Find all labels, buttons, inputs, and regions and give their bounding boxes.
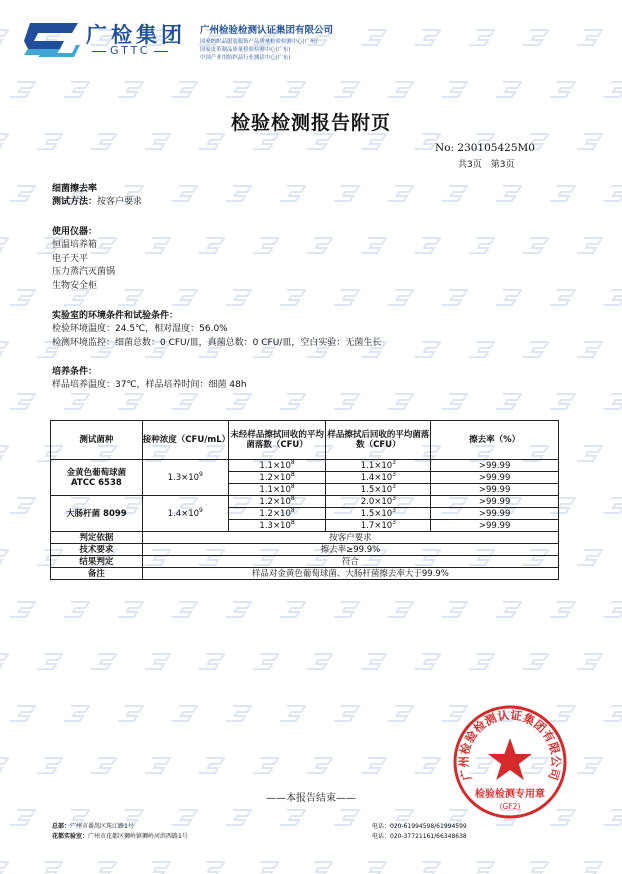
watermark-mark (0, 862, 8, 874)
watermark-mark (145, 654, 170, 669)
header-rate: 擦去率（%） (431, 421, 559, 460)
inoculum-concentration: $1.4\times 10^9$ (142, 496, 228, 532)
watermark-mark (523, 238, 548, 253)
method-label: 测试方法： (52, 197, 98, 208)
report-number: No: 230105425M0 (435, 142, 535, 154)
watermark-mark (388, 706, 413, 721)
watermark-mark (91, 134, 116, 149)
environment-line-2: 检测环境监控：细菌总数：0 CFU/皿，真菌总数：0 CFU/皿，空白实验：无菌生长 (52, 337, 382, 348)
watermark-mark (0, 446, 8, 461)
watermark-mark (523, 654, 548, 669)
instrument-item: 电子天平 (52, 253, 89, 264)
watermark-mark (361, 654, 386, 669)
remarks-value: 样品对金黄色葡萄球菌、大肠杆菌擦去率大于99.9% (142, 568, 558, 580)
watermark-mark (388, 186, 413, 201)
hq-address: 广州市番禺区珠江路1号 (70, 823, 134, 830)
instrument-item: 恒温培养箱 (52, 240, 98, 251)
technical-requirement-value: 擦去率≥99.9% (142, 544, 558, 556)
svg-text:检验检测专用章: 检验检测专用章 (475, 789, 545, 800)
watermark-mark (550, 602, 575, 617)
watermark-mark (334, 290, 359, 305)
watermark-mark (469, 238, 494, 253)
watermark-mark (604, 290, 622, 305)
strain-name: 金黄色葡萄球菌 ATCC 6538 (51, 460, 143, 496)
watermark-mark (523, 862, 548, 874)
culture-heading: 培养条件： (52, 367, 98, 377)
watermark-mark (334, 82, 359, 97)
watermark-mark (307, 134, 332, 149)
watermark-mark (253, 862, 278, 874)
watermark-mark (280, 706, 305, 721)
watermark-mark (118, 82, 143, 97)
table-row (51, 544, 559, 556)
after-count: $2.0\times 10^3$ (326, 496, 431, 508)
remarks-label: 备注 (51, 568, 143, 580)
watermark-mark (280, 394, 305, 409)
watermark-mark (496, 82, 521, 97)
watermark-mark (577, 342, 602, 357)
watermark-mark (577, 446, 602, 461)
watermark-mark (307, 758, 332, 773)
phone-1: 电话：020-61994598/61994599 (372, 823, 467, 830)
after-count: $1.1\times 10^3$ (326, 460, 431, 472)
watermark-mark (199, 654, 224, 669)
after-count: $1.5\times 10^3$ (326, 484, 431, 496)
end-of-report: ——本报告结束—— (266, 793, 356, 804)
watermark-mark (415, 238, 440, 253)
watermark-mark (307, 862, 332, 874)
watermark-mark (604, 706, 622, 721)
watermark-mark (10, 186, 35, 201)
watermark-mark (523, 30, 548, 45)
removal-rate: >99.99 (431, 472, 559, 484)
watermark-mark (118, 602, 143, 617)
watermark-mark (577, 238, 602, 253)
after-count: $1.4\times 10^3$ (326, 472, 431, 484)
watermark-mark (496, 394, 521, 409)
org-sub-2: 国家皮革制品质量检验检测中心(广东) (200, 47, 291, 53)
watermark-mark (334, 706, 359, 721)
watermark-mark (415, 758, 440, 773)
watermark-mark (280, 602, 305, 617)
watermark-mark (415, 654, 440, 669)
watermark-mark (388, 394, 413, 409)
before-count: $1.3\times 10^8$ (228, 520, 326, 532)
watermark-mark (37, 862, 62, 874)
watermark-mark (496, 602, 521, 617)
watermark-mark (10, 706, 35, 721)
culture-section (52, 366, 247, 393)
watermark-mark (0, 30, 8, 45)
watermark-mark (253, 134, 278, 149)
watermark-mark (577, 862, 602, 874)
watermark-mark (577, 30, 602, 45)
instruments-section (52, 226, 115, 293)
watermark-mark (64, 82, 89, 97)
watermark-mark (496, 186, 521, 201)
watermark-mark (577, 654, 602, 669)
org-block (200, 22, 333, 62)
header-strain: 测试菌种 (51, 421, 143, 460)
watermark-mark (442, 394, 467, 409)
watermark-mark (37, 758, 62, 773)
brand-name-cn: 广检集团 (86, 23, 186, 47)
test-item-heading: 细菌擦去率 (52, 184, 98, 194)
watermark-mark (469, 654, 494, 669)
footer-addresses (52, 822, 188, 842)
watermark-mark (604, 498, 622, 513)
watermark-mark (415, 342, 440, 357)
watermark-mark (577, 134, 602, 149)
watermark-mark (577, 758, 602, 773)
watermark-mark (469, 342, 494, 357)
watermark-mark (91, 758, 116, 773)
environment-section (52, 310, 381, 350)
org-sub-3: 中国产业用纺织品行业测试中心(广东) (200, 55, 291, 61)
removal-rate: >99.99 (431, 484, 559, 496)
watermark-mark (388, 82, 413, 97)
test-item-section (52, 183, 142, 210)
before-count: $1.1\times 10^8$ (228, 460, 326, 472)
watermark-mark (253, 654, 278, 669)
environment-heading: 实验室的环境条件和试验条件： (52, 311, 179, 321)
watermark-mark (442, 186, 467, 201)
watermark-mark (334, 186, 359, 201)
before-count: $1.2\times 10^8$ (228, 472, 326, 484)
watermark-mark (523, 342, 548, 357)
watermark-mark (550, 290, 575, 305)
watermark-mark (496, 290, 521, 305)
watermark-mark (118, 706, 143, 721)
watermark-mark (145, 238, 170, 253)
watermark-mark (604, 394, 622, 409)
watermark-mark (172, 602, 197, 617)
watermark-mark (469, 862, 494, 874)
watermark-mark (604, 602, 622, 617)
environment-line-1: 检验环境温度：24.5℃，相对湿度：56.0% (52, 324, 228, 335)
watermark-mark (0, 758, 8, 773)
watermark-mark (37, 134, 62, 149)
watermark-mark (442, 602, 467, 617)
table-header-row (51, 421, 559, 460)
before-count: $1.1\times 10^8$ (228, 484, 326, 496)
header-after: 样品擦拭后回收的平均菌落数（CFU） (326, 421, 431, 460)
header-concentration: 接种浓度（CFU/mL） (142, 421, 228, 460)
watermark-mark (172, 394, 197, 409)
watermark-mark (91, 654, 116, 669)
watermark-mark (226, 290, 251, 305)
table-row (51, 496, 559, 508)
watermark-mark (172, 706, 197, 721)
watermark-mark (550, 394, 575, 409)
watermark-mark (172, 186, 197, 201)
table-row (51, 568, 559, 580)
table-row (51, 460, 559, 472)
watermark-mark (199, 862, 224, 874)
judgment-basis-label: 判定依据 (51, 532, 143, 544)
watermark-mark (280, 810, 305, 825)
instruments-heading: 使用仪器： (52, 227, 98, 237)
page-count: 共3页 第3页 (458, 160, 515, 170)
watermark-mark (0, 342, 8, 357)
method-value: 按客户要求 (97, 197, 143, 208)
watermark-mark (415, 862, 440, 874)
watermark-mark (442, 82, 467, 97)
gttc-logo-icon (24, 19, 80, 59)
watermark-mark (91, 862, 116, 874)
watermark-mark (64, 706, 89, 721)
judgment-basis-value: 按客户要求 (142, 532, 558, 544)
brand-name-en: GTTC (88, 44, 172, 57)
watermark-mark (253, 758, 278, 773)
watermark-mark (388, 290, 413, 305)
watermark-mark (172, 82, 197, 97)
watermark-mark (10, 82, 35, 97)
watermark-mark (334, 394, 359, 409)
watermark-mark (0, 550, 8, 565)
watermark-mark (604, 82, 622, 97)
watermark-mark (577, 550, 602, 565)
org-name: 广州检验检测认证集团有限公司 (200, 25, 334, 36)
removal-rate: >99.99 (431, 460, 559, 472)
watermark-mark (361, 862, 386, 874)
watermark-mark (334, 810, 359, 825)
watermark-mark (199, 134, 224, 149)
watermark-mark (10, 290, 35, 305)
watermark-mark (307, 654, 332, 669)
watermark-mark (226, 186, 251, 201)
svg-text:广州检验检测认证集团有限公司: 广州检验检测认证集团有限公司 (456, 707, 564, 783)
header-before: 未经样品擦拭回收的平均菌落数（CFU） (228, 421, 326, 460)
watermark-mark (10, 602, 35, 617)
watermark-mark (388, 602, 413, 617)
after-count: $1.5\times 10^3$ (326, 508, 431, 520)
lab-label: 花都实验室： (52, 833, 89, 840)
hq-label: 总部： (52, 823, 71, 830)
watermark-mark (253, 238, 278, 253)
instrument-item: 生物安全柜 (52, 280, 98, 291)
watermark-mark (226, 810, 251, 825)
watermark-mark (226, 602, 251, 617)
watermark-mark (64, 394, 89, 409)
phone-2: 电话：020-37721161/66348638 (372, 833, 467, 840)
svg-text:(GF2): (GF2) (499, 802, 521, 811)
removal-rate: >99.99 (431, 496, 559, 508)
culture-line: 样品培养温度：37℃，样品培养时间：细菌 48h (52, 380, 247, 391)
watermark-mark (604, 810, 622, 825)
watermark-mark (226, 706, 251, 721)
lab-address: 广州市花都区狮岭镇狮岭河滨西路1号 (88, 833, 188, 840)
watermark-mark (361, 238, 386, 253)
watermark-mark (334, 602, 359, 617)
watermark-mark (118, 394, 143, 409)
page-title: 检验检测报告附页 (230, 112, 391, 134)
instrument-item: 压力蒸汽灭菌锅 (52, 267, 116, 278)
watermark-mark (118, 290, 143, 305)
watermark-mark (280, 82, 305, 97)
watermark-mark (0, 238, 8, 253)
watermark-mark (0, 134, 8, 149)
org-sub-1: 国家纺织品服装服饰产品质量检验检测中心(广州) (200, 39, 318, 45)
watermark-mark (199, 758, 224, 773)
removal-rate: >99.99 (431, 508, 559, 520)
watermark-mark (280, 290, 305, 305)
table-row (51, 532, 559, 544)
result-judgment-label: 结果判定 (51, 556, 143, 568)
after-count: $1.7\times 10^3$ (326, 520, 431, 532)
before-count: $1.2\times 10^8$ (228, 496, 326, 508)
inoculum-concentration: $1.3\times 10^9$ (142, 460, 228, 496)
watermark-mark (37, 654, 62, 669)
watermark-mark (550, 186, 575, 201)
watermark-mark (469, 30, 494, 45)
watermark-mark (10, 394, 35, 409)
watermark-mark (145, 758, 170, 773)
technical-requirement-label: 技术要求 (51, 544, 143, 556)
removal-rate: >99.99 (431, 520, 559, 532)
watermark-mark (172, 290, 197, 305)
watermark-mark (199, 238, 224, 253)
strain-name: 大肠杆菌 8099 (51, 496, 143, 532)
watermark-mark (64, 602, 89, 617)
watermark-mark (280, 186, 305, 201)
result-judgment-value: 符合 (142, 556, 558, 568)
footer-phones (372, 822, 467, 842)
watermark-mark (145, 134, 170, 149)
watermark-mark (604, 186, 622, 201)
watermark-mark (361, 134, 386, 149)
watermark-mark (415, 30, 440, 45)
watermark-mark (226, 82, 251, 97)
before-count: $1.2\times 10^8$ (228, 508, 326, 520)
results-table (50, 420, 559, 580)
watermark-mark (307, 238, 332, 253)
watermark-mark (361, 30, 386, 45)
watermark-mark (226, 394, 251, 409)
table-row (51, 556, 559, 568)
watermark-mark (10, 810, 35, 825)
watermark-mark (0, 654, 8, 669)
watermark-mark (442, 290, 467, 305)
watermark-mark (550, 82, 575, 97)
watermark-mark (361, 758, 386, 773)
watermark-mark (145, 862, 170, 874)
watermark-mark (10, 498, 35, 513)
